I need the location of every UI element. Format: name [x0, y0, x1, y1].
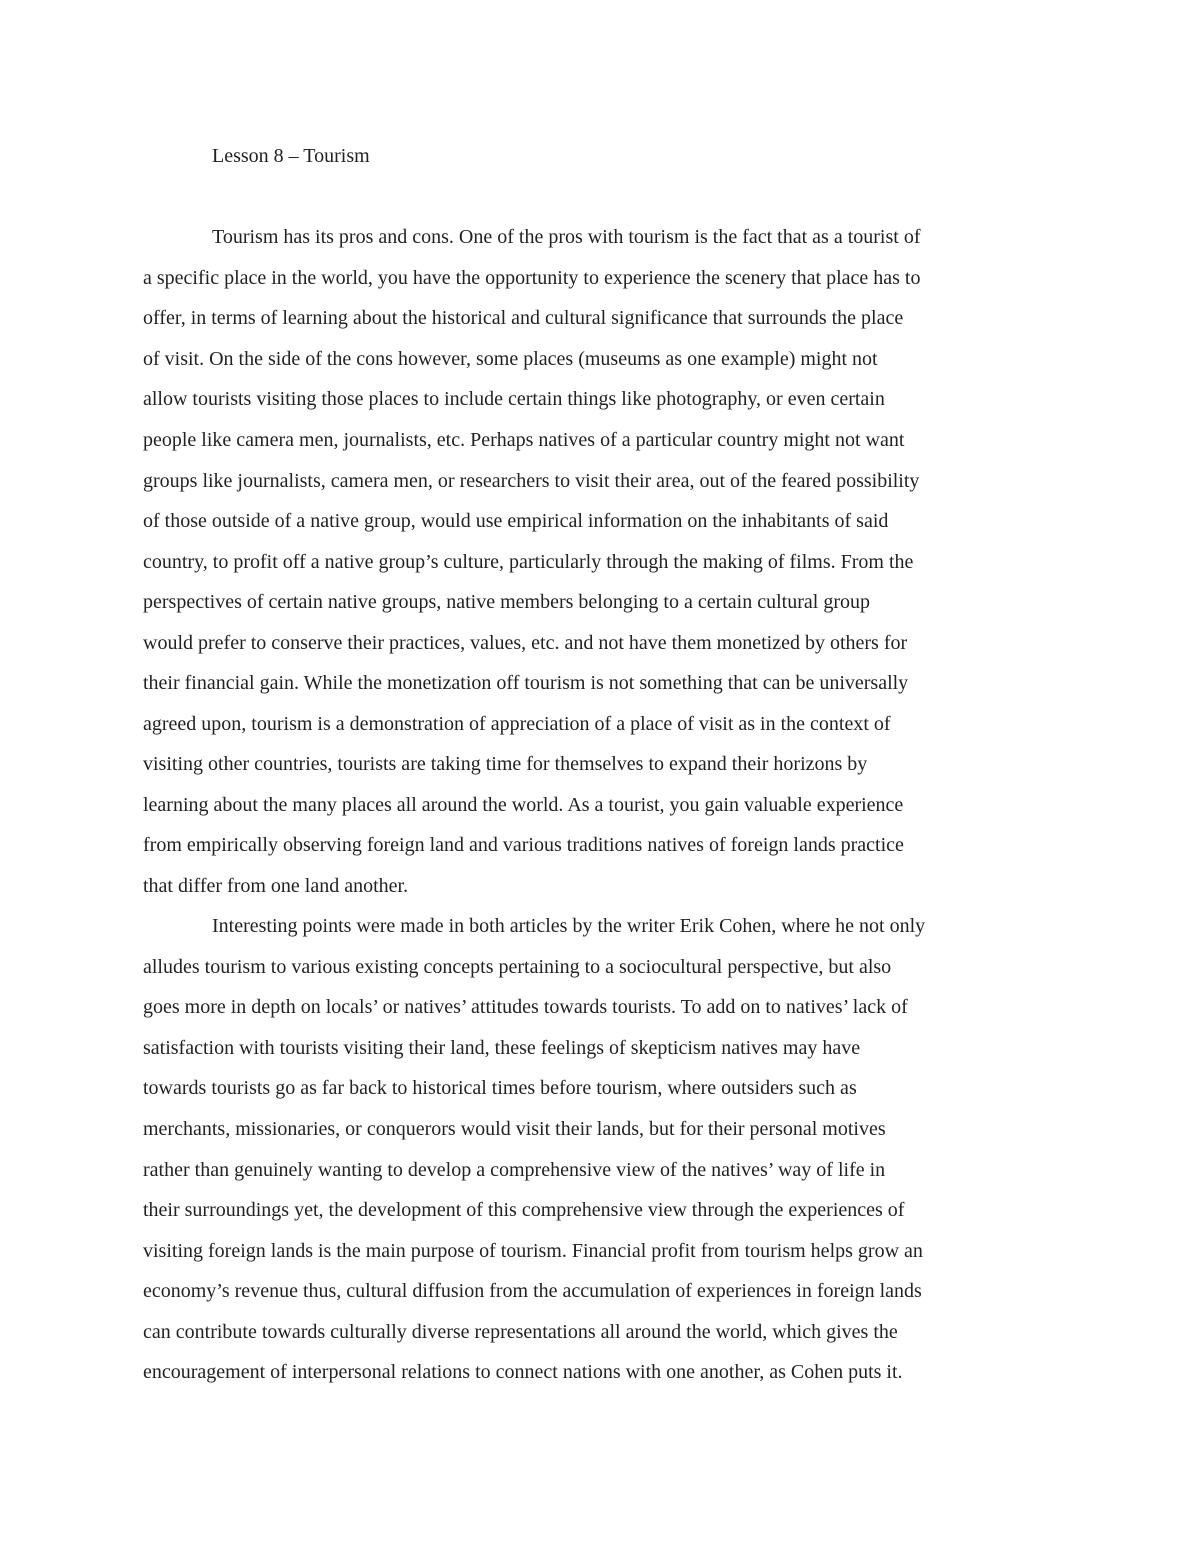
paragraph-1-line-17: that differ from one land another.: [143, 875, 409, 897]
paragraph-1-line-9: country, to profit off a native group’s culture, particularly through the making of films. From the: [143, 551, 914, 573]
paragraph-1-line-1: Tourism has its pros and cons. One of the pros with tourism is the fact that as a tourist of: [212, 226, 921, 248]
paragraph-2-line-5: towards tourists go as far back to historical times before tourism, where outsiders such as: [143, 1077, 857, 1099]
paragraph-2-line-12: encouragement of interpersonal relations to connect nations with one another, as Cohen puts it.: [143, 1361, 903, 1383]
paragraph-1-line-10: perspectives of certain native groups, native members belonging to a certain cultural group: [143, 591, 870, 613]
paragraph-1-line-4: of visit. On the side of the cons however, some places (museums as one example) might not: [143, 348, 878, 370]
paragraph-1-line-16: from empirically observing foreign land and various traditions natives of foreign lands practice: [143, 834, 904, 856]
paragraph-1-line-14: visiting other countries, tourists are taking time for themselves to expand their horizons by: [143, 753, 868, 775]
paragraph-2-line-8: their surroundings yet, the development of this comprehensive view through the experiences of: [143, 1199, 905, 1221]
document-title: Lesson 8 – Tourism: [212, 145, 370, 167]
paragraph-1-line-8: of those outside of a native group, would use empirical information on the inhabitants of said: [143, 510, 889, 532]
paragraph-2-line-4: satisfaction with tourists visiting their land, these feelings of skepticism natives may have: [143, 1037, 861, 1059]
paragraph-1-line-12: their financial gain. While the monetization off tourism is not something that can be universally: [143, 672, 909, 694]
paragraph-1-line-5: allow tourists visiting those places to include certain things like photography, or even certain: [143, 388, 885, 410]
paragraph-2-line-7: rather than genuinely wanting to develop a comprehensive view of the natives’ way of life in: [143, 1159, 886, 1181]
paragraph-1-line-7: groups like journalists, camera men, or researchers to visit their area, out of the feared possibility: [143, 470, 920, 492]
paragraph-2-line-9: visiting foreign lands is the main purpose of tourism. Financial profit from tourism helps grow an: [143, 1240, 923, 1262]
paragraph-1-line-11: would prefer to conserve their practices, values, etc. and not have them monetized by others for: [143, 632, 908, 654]
paragraph-1-line-15: learning about the many places all around the world. As a tourist, you gain valuable experience: [143, 794, 904, 816]
paragraph-2-line-10: economy’s revenue thus, cultural diffusion from the accumulation of experiences in foreign lands: [143, 1280, 922, 1302]
paragraph-2-line-2: alludes tourism to various existing concepts pertaining to a sociocultural perspective, but also: [143, 956, 892, 978]
paragraph-2-line-11: can contribute towards culturally diverse representations all around the world, which gives the: [143, 1321, 898, 1343]
paragraph-1-line-6: people like camera men, journalists, etc. Perhaps natives of a particular country might not want: [143, 429, 905, 451]
paragraph-2-line-6: merchants, missionaries, or conquerors would visit their lands, but for their personal motives: [143, 1118, 886, 1140]
paragraph-1-line-3: offer, in terms of learning about the historical and cultural significance that surrounds the place: [143, 307, 904, 329]
paragraph-2-line-1: Interesting points were made in both articles by the writer Erik Cohen, where he not only: [212, 915, 926, 937]
paragraph-1-line-13: agreed upon, tourism is a demonstration of appreciation of a place of visit as in the context of: [143, 713, 891, 735]
paragraph-2-line-3: goes more in depth on locals’ or natives’ attitudes towards tourists. To add on to natives’ lack of: [143, 996, 908, 1018]
paragraph-1-line-2: a specific place in the world, you have the opportunity to experience the scenery that place has to: [143, 267, 921, 289]
